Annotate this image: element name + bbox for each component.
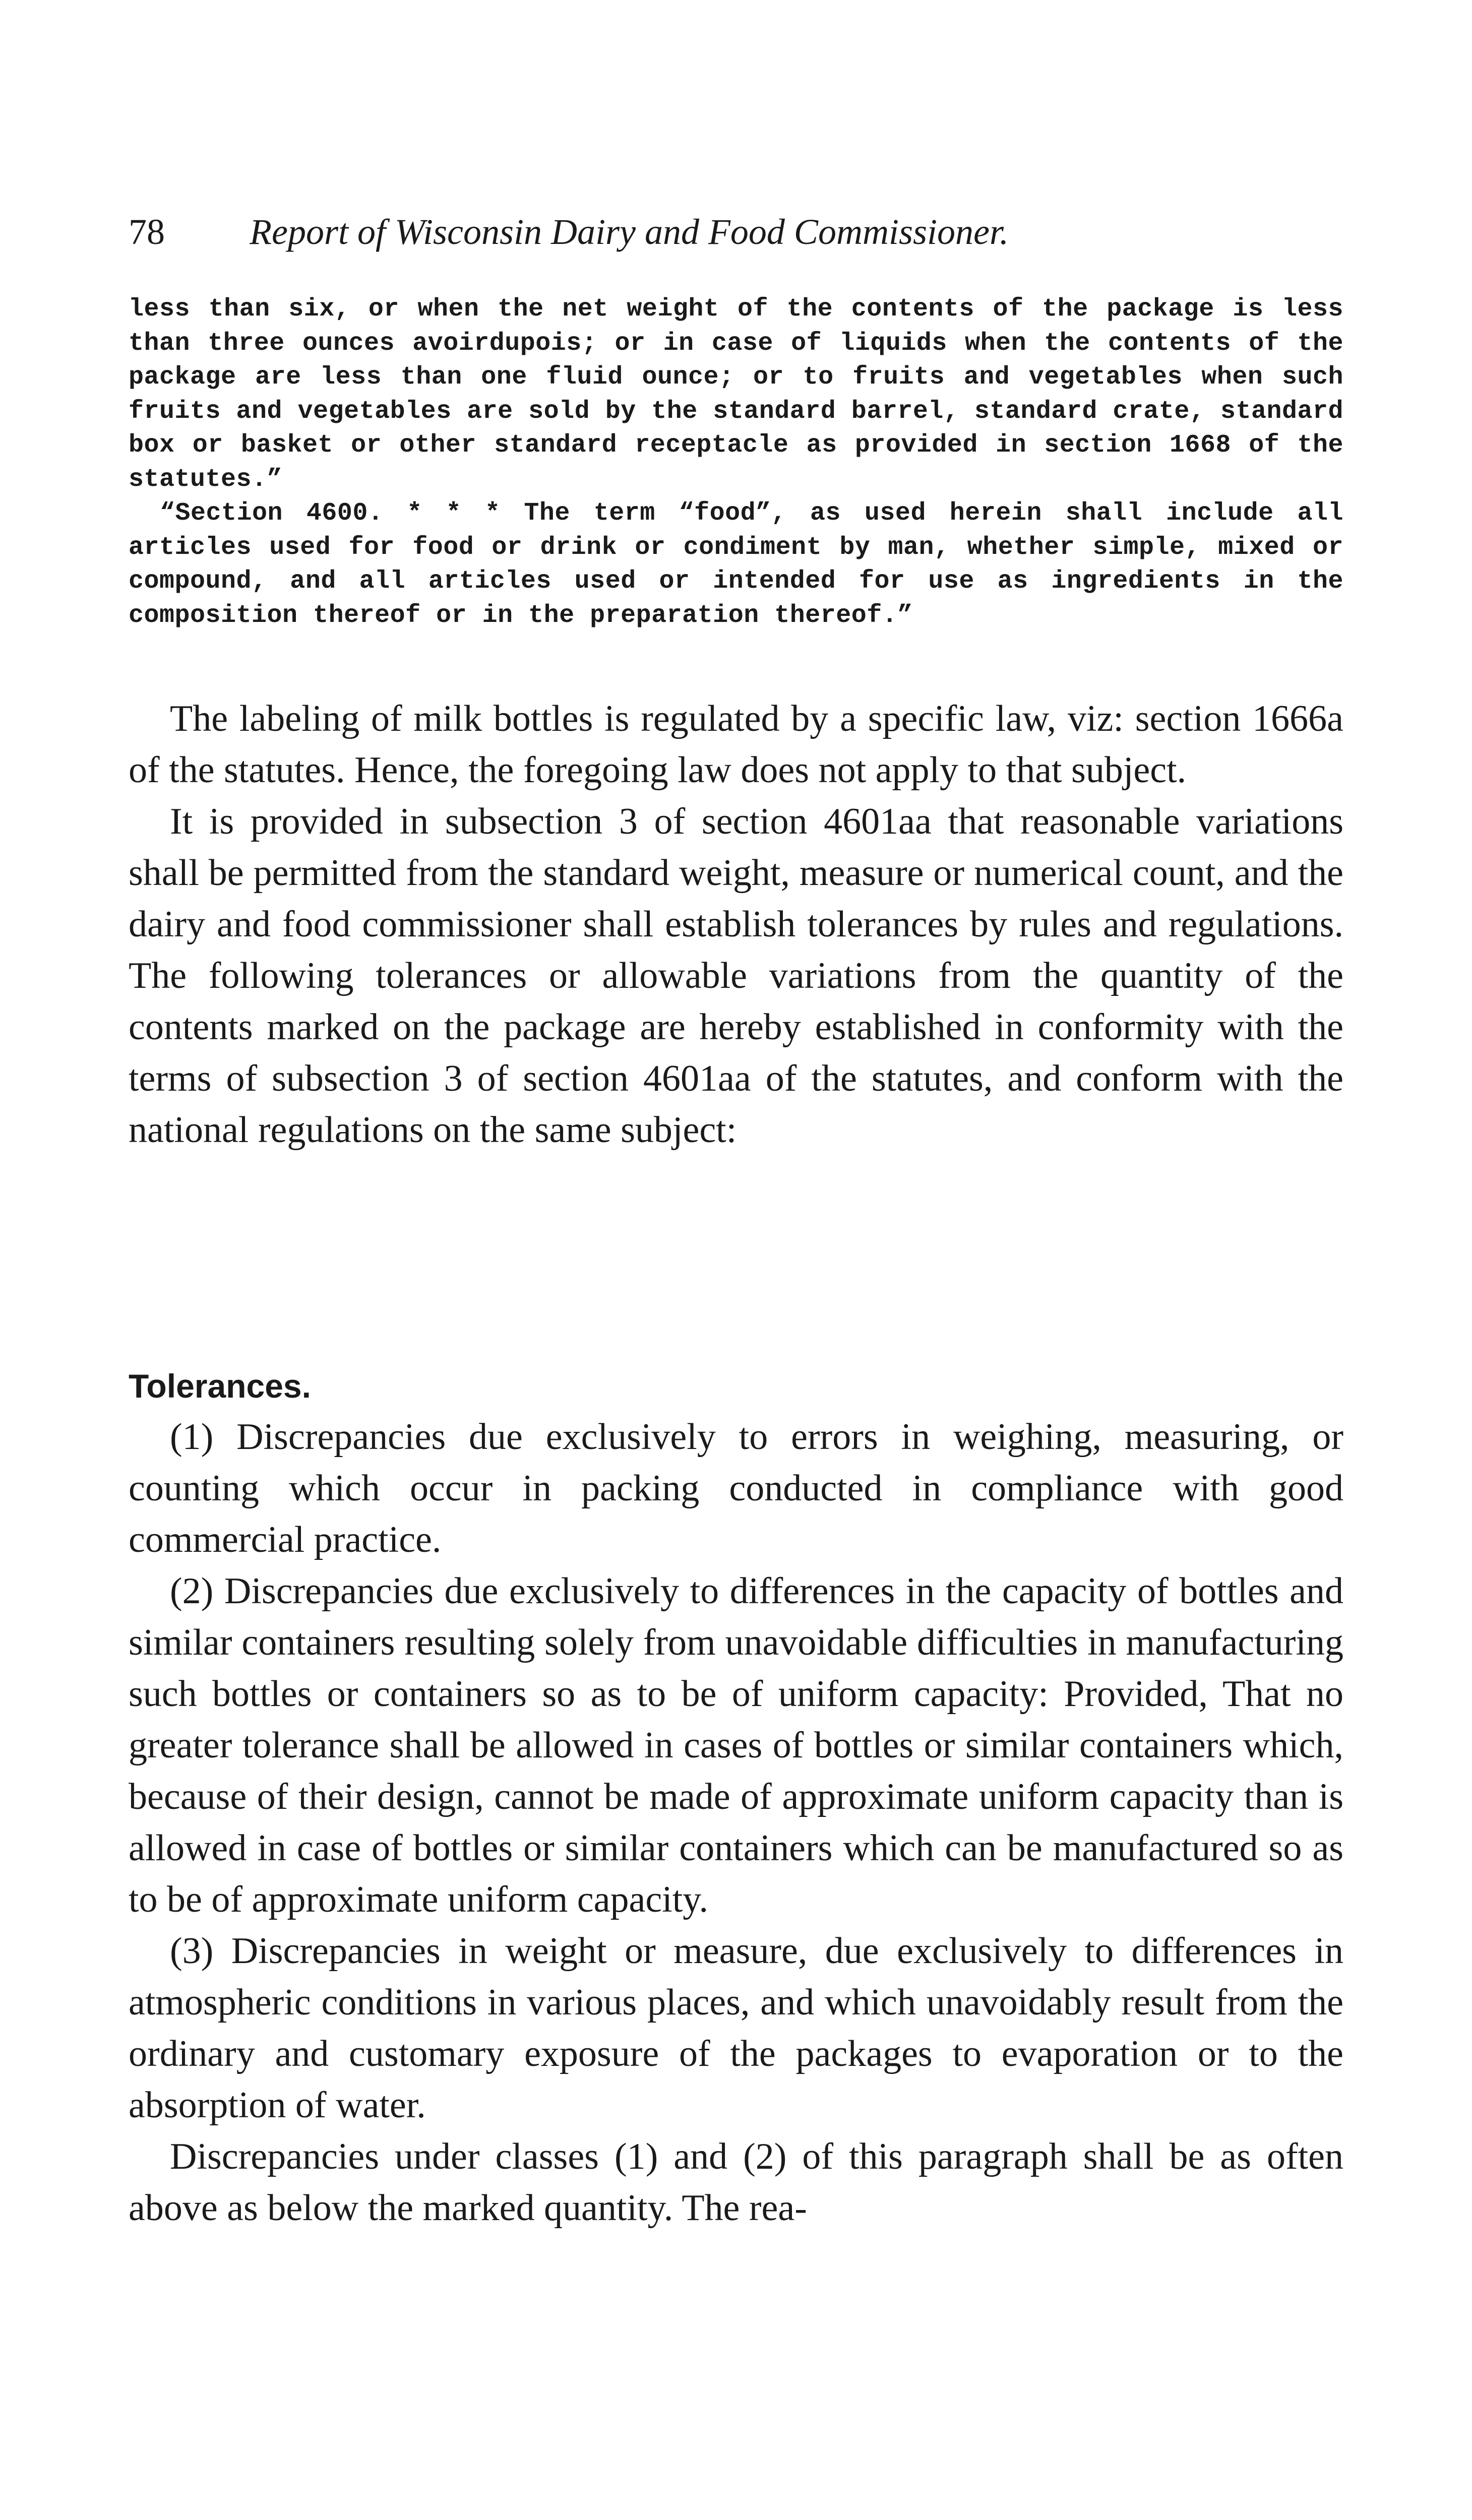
body-paragraph-1: The labeling of milk bottles is regulated by a specific law, viz: section 1666a of the statutes. Hence, the foregoing law does not apply to that subject. — [129, 698, 1343, 791]
body-text — [129, 693, 1343, 1156]
quote-paragraph-1: less than six, or when the net weight of the contents of the package is less than three ounces avoirdupois; or in case of liquids when the contents of the package are less than one fluid ounce; or to fruits and vegetables when such fruits and vegetables are sold by the standard barrel, standard crate, standard box or basket or other standard receptacle as provided in section 1668 of the statutes.” — [129, 295, 1343, 494]
tolerance-item-2: (2) Discrepancies due exclusively to differences in the capacity of bottles and similar containers resulting solely from unavoidable difficulties in manufacturing such bottles or containers so as to be of uniform capacity: Provided, That no greater tolerance shall be allowed in cases of bottles or similar containers which, because of their design, cannot be made of approximate uniform capacity than is allowed in case of bottles or similar containers which can be manufactured so as to be of approximate uniform capacity. — [129, 1570, 1343, 1920]
tolerance-item-3: (3) Discrepancies in weight or measure, due exclusively to differences in atmospheric conditions in various places, and which unavoidably result from the ordinary and customary exposure of the packages to evaporation or to the absorption of water. — [129, 1930, 1343, 2126]
closing-paragraph: Discrepancies under classes (1) and (2) of this paragraph shall be as often above as below the marked quantity. The rea- — [129, 2136, 1343, 2229]
tolerances-list — [129, 1411, 1343, 2234]
tolerance-item-1: (1) Discrepancies due exclusively to errors in weighing, measuring, or counting which occur in packing conducted in compliance with good commercial practice. — [129, 1416, 1343, 1560]
quote-paragraph-2: “Section 4600. * * * The term “food”, as used herein shall include all articles used for food or drink or condiment by man, whether simple, mixed or compound, and all articles used or intended for use as ingredients in the composition thereof or in the preparation thereof.” — [129, 499, 1343, 630]
running-title: Report of Wisconsin Dairy and Food Commissioner. — [250, 212, 1009, 252]
page-number: 78 — [129, 212, 165, 252]
running-head — [129, 204, 1343, 260]
quoted-statute — [129, 292, 1343, 633]
body-paragraph-2: It is provided in subsection 3 of section 4601aa that reasonable variations shall be permitted from the standard weight, measure or numerical count, and the dairy and food commissioner shall establish tolerances by rules and regulations. The following tolerances or allowable variations from the quantity of the contents marked on the package are hereby established in conformity with the terms of subsection 3 of section 4601aa of the statutes, and conform with the national regulations on the same subject: — [129, 801, 1343, 1151]
section-heading: Tolerances. — [129, 1367, 311, 1405]
